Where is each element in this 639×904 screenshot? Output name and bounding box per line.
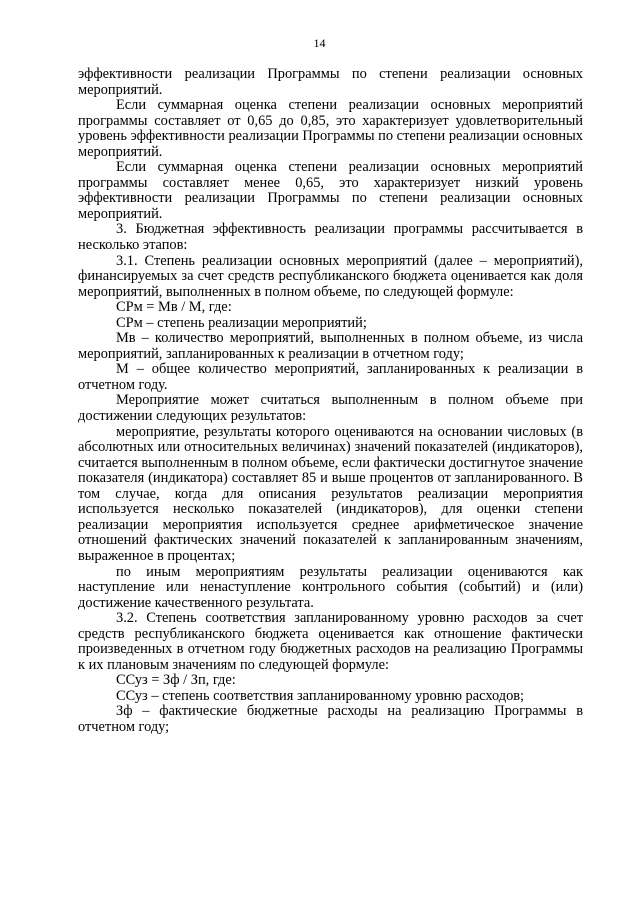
- paragraph: 3.1. Степень реализации основных мероприятий (далее – мероприятий), финансируемых за счет средств республиканского бюджета оценивается как доля мероприятий, выполненных в полном объеме, по следующей формуле:: [78, 252, 583, 300]
- paragraph: эффективности реализации Программы по степени реализации основных мероприятий.: [78, 66, 583, 98]
- paragraph: мероприятие, результаты которого оцениваются на основании числовых (в абсолютных или относительных величинах) значений показателей (индикаторов), считается выполненным в полном объеме, если фактически достигнутое значение показателя (индикатора) составляет 85 и выше процентов от запланированного. В том случае, когда для описания результатов реализации мероприятия используется несколько показателей (индикаторов), для оценки степени реализации мероприятия используется среднее арифметическое значение отношений фактических значений показателей к запланированным значениям, выраженное в процентах;: [78, 423, 583, 564]
- paragraph: 3.2. Степень соответствия запланированному уровню расходов за счет средств республиканского бюджета оценивается как отношение фактически произведенных в отчетном году бюджетных расходов на реализацию Программы к их плановым значениям по следующей формуле:: [78, 610, 583, 673]
- definition-line: ССуз – степень соответствия запланированному уровню расходов;: [116, 687, 525, 704]
- definition-line: СРм – степень реализации мероприятий;: [116, 314, 367, 331]
- body-text: [78, 67, 583, 736]
- paragraph: Если суммарная оценка степени реализации основных мероприятий программы составляет от 0,65 до 0,85, это характеризует удовлетворительный уровень эффективности реализации Программы по степени реализации основных мероприятий.: [78, 97, 583, 160]
- definition-line: М – общее количество мероприятий, запланированных к реализации в отчетном году.: [78, 361, 583, 393]
- formula-line: СРм = Мв / М, где:: [116, 299, 232, 316]
- paragraph: Мероприятие может считаться выполненным в полном объеме при достижении следующих результатов:: [78, 392, 583, 425]
- formula-line: ССуз = Зф / Зп, где:: [116, 672, 236, 689]
- paragraph: по иным мероприятиям результаты реализации оцениваются как наступление или ненаступление контрольного события (событий) и (или) достижение качественного результата.: [78, 563, 583, 611]
- paragraph: Если суммарная оценка степени реализации основных мероприятий программы составляет менее 0,65, это характеризует низкий уровень эффективности реализации Программы по степени реализации основных мероприятий.: [78, 159, 583, 222]
- paragraph: 3. Бюджетная эффективность реализации программы рассчитывается в несколько этапов:: [78, 221, 583, 254]
- definition-line: Мв – количество мероприятий, выполненных в полном объеме, из числа мероприятий, запланированных к реализации в отчетном году;: [78, 330, 583, 362]
- definition-line: Зф – фактические бюджетные расходы на реализацию Программы в отчетном году;: [78, 703, 583, 735]
- page-number: 14: [313, 36, 326, 50]
